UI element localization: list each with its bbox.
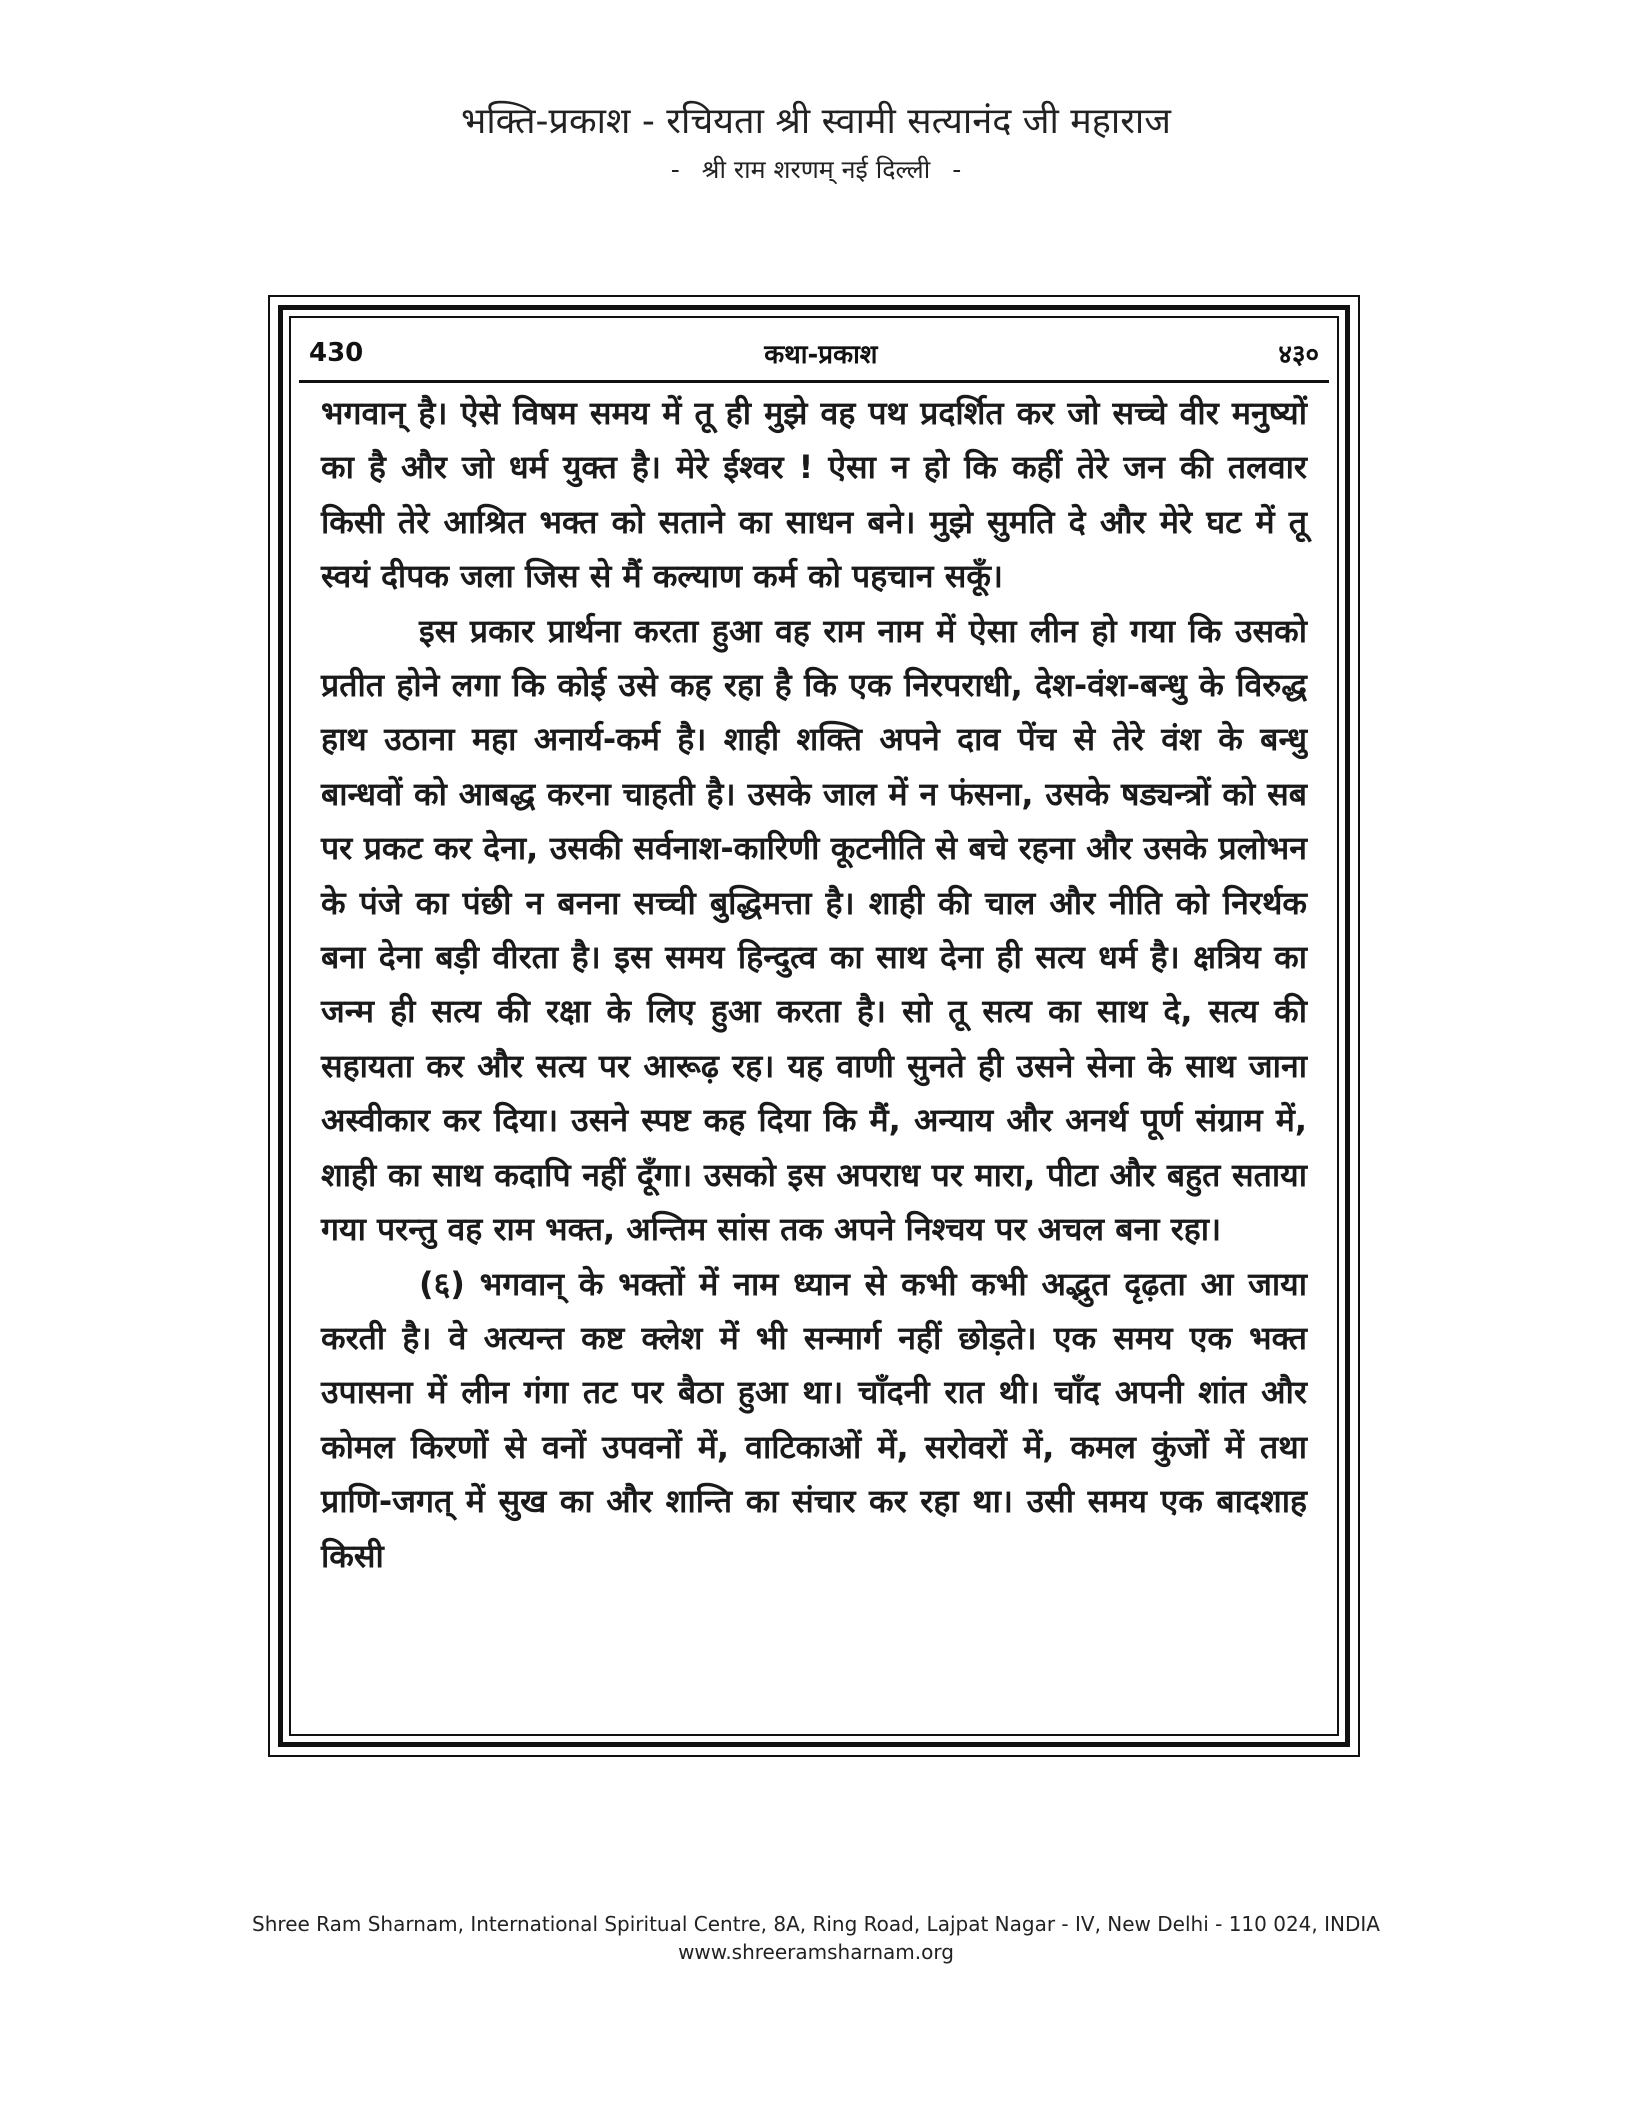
page-number-arabic: 430 (309, 338, 364, 368)
running-head (309, 332, 1319, 374)
page-frame-thick-border (278, 305, 1350, 1747)
footer-address: Shree Ram Sharnam, International Spiritual Centre, 8A, Ring Road, Lajpat Nagar - IV, New Delhi - 110 024, INDIA (252, 1912, 1380, 1936)
page-footer (0, 1910, 1632, 1966)
dash-right: - (952, 155, 962, 185)
paragraph-3: (६) भगवान् के भक्तों में नाम ध्यान से कभी कभी अद्भुत दृढ़ता आ जाया करती है। वे अत्यन्त कष्ट क्लेश में भी सन्मार्ग नहीं छोड़ते। एक समय एक भक्त उपासना में लीन गंगा तट पर बैठा हुआ था। चाँदनी रात थी। चाँद अपनी शांत और कोमल किरणों से वनों उपवनों में, वाटिकाओं में, सरोवरों में, कमल कुंजों में तथा प्राणि-जगत् में सुख का और शान्ति का संचार कर रहा था। उसी समय एक बादशाह किसी (321, 1264, 1307, 1575)
body-text (321, 386, 1307, 1583)
publisher-line (0, 155, 1632, 185)
footer-website: www.shreeramsharnam.org (678, 1940, 954, 1964)
page-frame (268, 295, 1360, 1757)
page-content-box (289, 316, 1339, 1736)
page-header (0, 100, 1632, 185)
book-title: भक्ति-प्रकाश - रचियता श्री स्वामी सत्यानंद जी महाराज (461, 101, 1171, 142)
section-title: कथा-प्रकाश (764, 340, 878, 370)
publisher-name: श्री राम शरणम् नई दिल्ली (701, 155, 931, 185)
paragraph-1: भगवान् है। ऐसे विषम समय में तू ही मुझे वह पथ प्रदर्शित कर जो सच्चे वीर मनुष्यों का है और जो धर्म युक्त है। मेरे ईश्वर ! ऐसा न हो कि कहीं तेरे जन की तलवार किसी तेरे आश्रित भक्त को सताने का साधन बने। मुझे सुमति दे और मेरे घट में तू स्वयं दीपक जला जिस से मैं कल्याण कर्म को पहचान सकूँ। (321, 394, 1307, 596)
dash-left: - (670, 155, 680, 185)
running-head-rule (299, 380, 1329, 383)
paragraph-2: इस प्रकार प्रार्थना करता हुआ वह राम नाम में ऐसा लीन हो गया कि उसको प्रतीत होने लगा कि कोई उसे कह रहा है कि एक निरपराधी, देश-वंश-बन्धु के विरुद्ध हाथ उठाना महा अनार्य-कर्म है। शाही शक्ति अपने दाव पेंच से तेरे वंश के बन्धु बान्धवों को आबद्ध करना चाहती है। उसके जाल में न फंसना, उसके षड्यन्त्रों को सब पर प्रकट कर देना, उसकी सर्वनाश-कारिणी कूटनीति से बचे रहना और उसके प्रलोभन के पंजे का पंछी न बनना सच्ची बुद्धिमत्ता है। शाही की चाल और नीति को निरर्थक बना देना बड़ी वीरता है। इस समय हिन्दुत्व का साथ देना ही सत्य धर्म है। क्षत्रिय का जन्म ही सत्य की रक्षा के लिए हुआ करता है। सो तू सत्य का साथ दे, सत्य की सहायता कर और सत्य पर आरूढ़ रह। यह वाणी सुनते ही उसने सेना के साथ जाना अस्वीकार कर दिया। उसने स्पष्ट कह दिया कि मैं, अन्याय और अनर्थ पूर्ण संग्राम में, शाही का साथ कदापि नहीं दूँगा। उसको इस अपराध पर मारा, पीटा और बहुत सताया गया परन्तु वह राम भक्त, अन्तिम सांस तक अपने निश्चय पर अचल बना रहा। (321, 611, 1307, 1249)
page-number-devanagari: ४३० (1278, 340, 1319, 370)
